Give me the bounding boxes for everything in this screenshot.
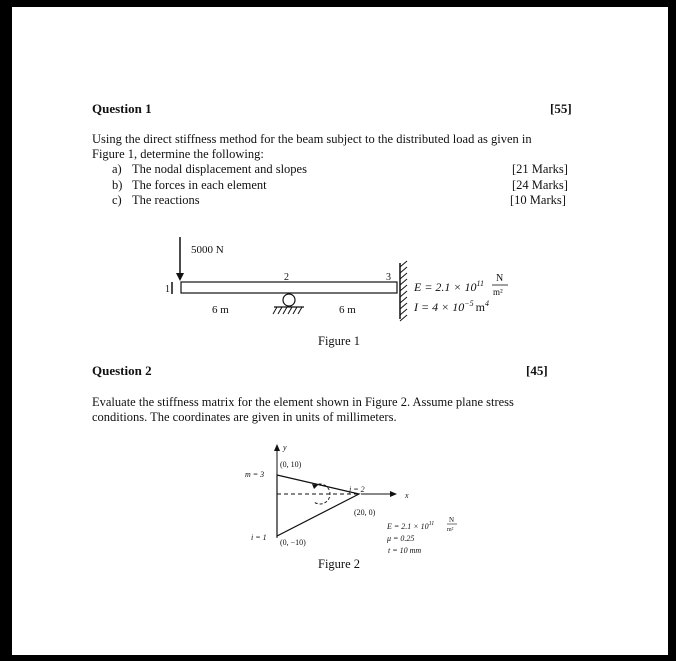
figure-2-modulus-unit-den: m² bbox=[447, 527, 454, 533]
fixed-wall-hatch bbox=[400, 261, 407, 321]
x-axis-label: x bbox=[405, 491, 409, 500]
item-c-text: The reactions bbox=[132, 193, 200, 207]
node-j-label: j = 2 bbox=[349, 485, 365, 494]
modulus-e-unit-num: N bbox=[496, 273, 504, 284]
coord-bottom-label: (0, −10) bbox=[280, 538, 306, 547]
node-i-label: i = 1 bbox=[251, 533, 267, 542]
item-a-letter: a) bbox=[112, 162, 122, 176]
poisson-ratio-text: μ = 0.25 bbox=[387, 534, 415, 543]
node-3-label: 3 bbox=[386, 272, 391, 283]
item-b-marks: [24 Marks] bbox=[512, 178, 568, 192]
question-2-marks: [45] bbox=[526, 363, 548, 378]
node-1-label: 1 bbox=[165, 284, 170, 295]
question-1-intro-line-2: Figure 1, determine the following: bbox=[92, 147, 264, 161]
span-1-label: 6 m bbox=[212, 304, 229, 316]
item-c-marks: [10 Marks] bbox=[510, 193, 566, 207]
modulus-e-text: $E = 2.1 \times 10^{11}$ bbox=[414, 279, 484, 294]
item-b-letter: b) bbox=[112, 178, 123, 192]
question-1-title: Question 1 bbox=[92, 101, 152, 116]
figure-2-modulus-text: $E = 2.1 \times 10^{11}$ bbox=[387, 521, 435, 531]
item-a-text: The nodal displacement and slopes bbox=[132, 162, 307, 176]
node-m-label: m = 3 bbox=[245, 470, 265, 479]
triangle-element bbox=[277, 475, 359, 536]
figure-2-triangle-diagram bbox=[242, 435, 472, 553]
thickness-text: t = 10 mm bbox=[388, 546, 422, 553]
figure-1-caption: Figure 1 bbox=[318, 334, 361, 348]
x-axis-arrowhead bbox=[390, 491, 397, 497]
modulus-e-unit-den: m² bbox=[493, 287, 503, 297]
question-2-intro-line-2: conditions. The coordinates are given in units of millimeters. bbox=[92, 410, 397, 424]
document-page bbox=[12, 7, 668, 655]
figure-2-caption: Figure 2 bbox=[318, 557, 361, 571]
load-label: 5000 N bbox=[191, 244, 224, 256]
figure-2-modulus-unit-num: N bbox=[449, 516, 455, 524]
span-2-label: 6 m bbox=[339, 304, 356, 316]
node-2-label: 2 bbox=[284, 272, 289, 283]
item-c-letter: c) bbox=[112, 193, 122, 207]
beam bbox=[181, 282, 397, 293]
question-1-marks: [55] bbox=[550, 101, 572, 116]
load-arrowhead bbox=[176, 273, 184, 281]
item-b-text: The forces in each element bbox=[132, 178, 267, 192]
y-axis-label: y bbox=[283, 443, 287, 452]
question-2-intro-line-1: Evaluate the stiffness matrix for the element shown in Figure 2. Assume plane stress bbox=[92, 395, 514, 409]
pin-support-hatch bbox=[273, 307, 302, 314]
coord-right-label: (20, 0) bbox=[354, 508, 376, 517]
question-2-title: Question 2 bbox=[92, 363, 152, 378]
pin-support bbox=[283, 294, 295, 306]
y-axis-arrowhead bbox=[274, 444, 280, 451]
item-a-marks: [21 Marks] bbox=[512, 162, 568, 176]
coord-top-label: (0, 10) bbox=[280, 460, 302, 469]
figure-1-beam-diagram bbox=[162, 229, 522, 329]
question-1-intro-line-1: Using the direct stiffness method for the beam subject to the distributed load as given in bbox=[92, 132, 532, 146]
inertia-i-text: $I = 4 \times 10^{-5}$ $m^4$ bbox=[414, 299, 489, 314]
